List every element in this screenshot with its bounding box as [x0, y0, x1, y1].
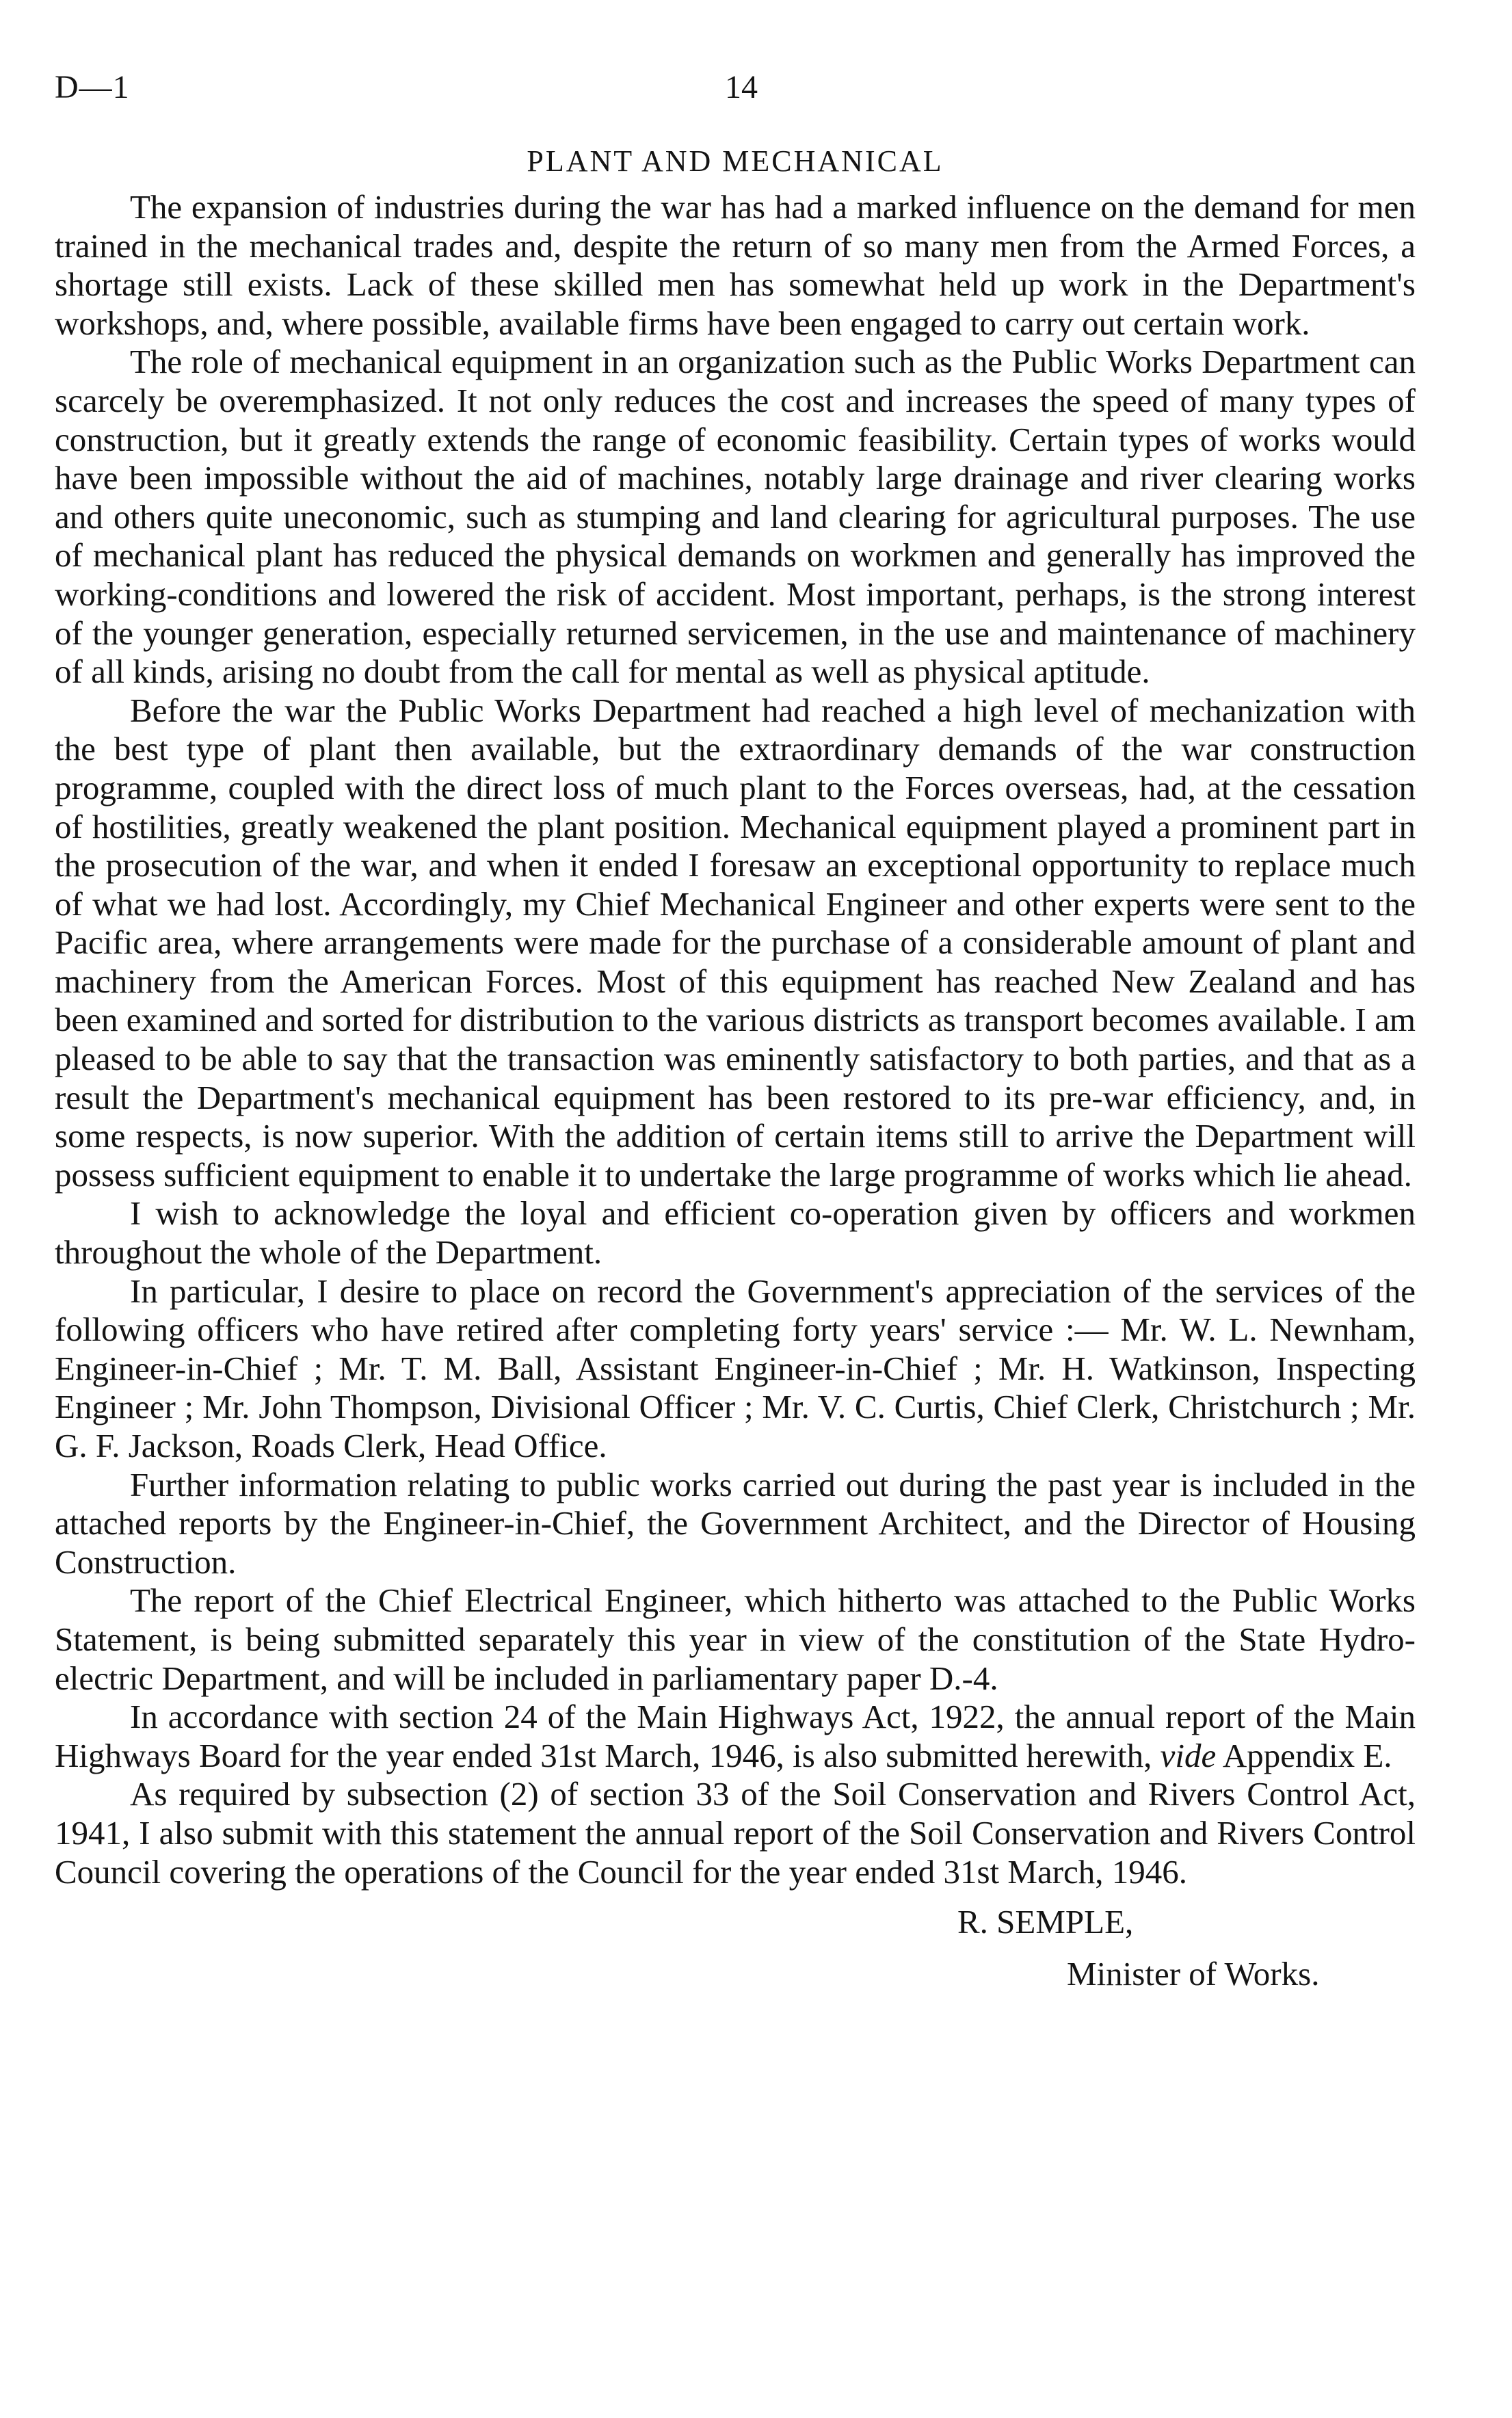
paragraph-industries: The expansion of industries during the war has had a marked influence on the demand for men trained in the mechanical trades and, despite the return of so many men from the Armed Forces, a shortage still exists. Lack of these skilled men has somewhat held up work in the Department's workshops, and, where possible, available firms have been engaged to carry out certain work. [55, 188, 1416, 342]
paragraph-mechanical-equipment: The role of mechanical equipment in an organization such as the Public Works Department can scarcely be overemphasized. It not only reduces the cost and increases the speed of many types of construction, but it greatly extends the range of economic feasibility. Certain types of works would have been impossible without the aid of machines, notably large drainage and river clearing works and others quite uneconomic, such as stumping and land clearing for agricultural purposes. The use of mechanical plant has reduced the physical demands on workmen and generally has improved the working-conditions and lowered the risk of accident. Most important, perhaps, is the strong interest of the younger generation, especially returned servicemen, in the use and maintenance of machinery of all kinds, arising no doubt from the call for mental as well as physical aptitude. [55, 343, 1416, 691]
section-heading: PLANT AND MECHANICAL [527, 144, 944, 178]
paragraph-main-highways [55, 1698, 1416, 1775]
paragraph-before-the-war: Before the war the Public Works Department had reached a high level of mechanization with the best type of plant then available, but the extraordinary demands of the war construction programme, coupled with the direct loss of much plant to the Forces overseas, had, at the cessation of hostilities, greatly weakened the plant position. Mechanical equipment played a prominent part in the prosecution of the war, and when it ended I foresaw an exceptional opportunity to replace much of what we had lost. Accordingly, my Chief Mechanical Engineer and other experts were sent to the Pacific area, where arrangements were made for the purchase of a considerable amount of plant and machinery from the American Forces. Most of this equipment has reached New Zealand and has been examined and sorted for distribution to the various districts as transport becomes available. I am pleased to be able to say that the transaction was eminently satisfactory to both parties, and that as a result the Department's mechanical equipment has been restored to its pre-war efficiency, and, in some respects, is now superior. With the addition of certain items still to arrive the Department will possess sufficient equipment to enable it to undertake the large programme of works which lie ahead. [55, 691, 1416, 1194]
signatory-name: R. SEMPLE, [957, 1903, 1134, 1941]
highways-text-after: Appendix E. [1216, 1736, 1392, 1774]
signatory-title: Minister of Works. [1067, 1955, 1320, 1993]
paragraph-further-information: Further information relating to public works carried out during the past year is included in the attached reports by the Engineer-in-Chief, the Government Architect, and the Director of Housing Construction. [55, 1465, 1416, 1581]
paragraph-electrical-engineer: The report of the Chief Electrical Engineer, which hitherto was attached to the Public Works Statement, is being submitted separately this year in view of the constitution of the State Hydro-electric Department, and will be included in parliamentary paper D.-4. [55, 1581, 1416, 1697]
page-header [55, 68, 1416, 144]
document-page [55, 68, 1416, 2380]
signature-block [55, 1902, 1416, 2005]
body-text [55, 188, 1416, 1891]
paragraph-soil-conservation: As required by subsection (2) of section 33 of the Soil Conservation and Rivers Control Act, 1941, I also submit with this statement the annual report of the Soil Conservation and Rivers Control Council covering the operations of the Council for the year ended 31st March, 1946. [55, 1775, 1416, 1891]
paragraph-retired-officers: In particular, I desire to place on record the Government's appreciation of the services of the following officers who have retired after completing forty years' service :— Mr. W. L. Newnham, Engineer-in-Chief ; Mr. T. M. Ball, Assistant Engineer-in-Chief ; Mr. H. Watkinson, Inspecting Engineer ; Mr. John Thompson, Divisional Officer ; Mr. V. C. Curtis, Chief Clerk, Christchurch ; Mr. G. F. Jackson, Roads Clerk, Head Office. [55, 1272, 1416, 1464]
paragraph-acknowledgement: I wish to acknowledge the loyal and efficient co-operation given by officers and workmen throughout the whole of the Department. [55, 1194, 1416, 1272]
highways-text-vide: vide [1160, 1736, 1217, 1774]
highways-text-before: In accordance with section 24 of the Main Highways Act, 1922, the annual report of the Main Highways Board for the year ended 31st March, 1946, is also submitted herewith, [55, 1698, 1416, 1774]
page-number: 14 [725, 69, 758, 105]
page-reference: D—1 [55, 69, 130, 105]
